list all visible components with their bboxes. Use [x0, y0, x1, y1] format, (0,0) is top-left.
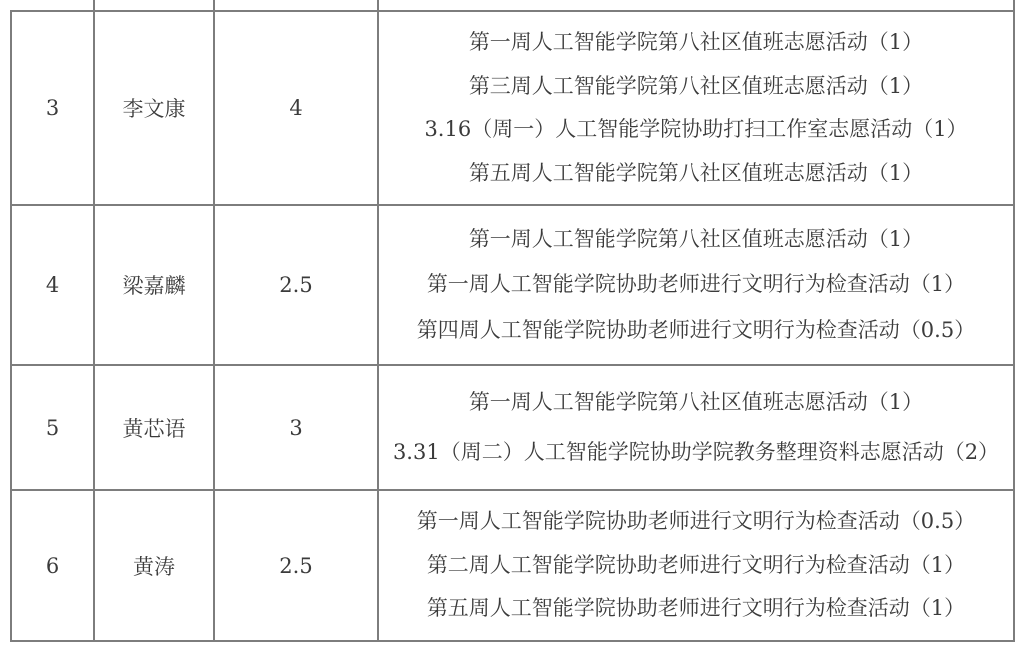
student-name-cell: 黄涛 — [94, 490, 214, 641]
activities-cell — [378, 490, 1014, 641]
activities-list — [379, 207, 1013, 363]
activity-item: 3.31（周二）人工智能学院协助学院教务整理资料志愿活动（2） — [392, 439, 1000, 464]
activity-item: 第一周人工智能学院第八社区值班志愿活动（1） — [468, 30, 924, 55]
activity-item: 第一周人工智能学院第八社区值班志愿活动（1） — [468, 226, 924, 251]
table-row — [11, 490, 1014, 641]
row-number-cell: 5 — [11, 365, 94, 490]
previous-row-remnant — [11, 0, 1014, 11]
row-number-cell: 4 — [11, 205, 94, 365]
activities-list — [379, 492, 1013, 639]
activity-item: 3.16（周一）人工智能学院协助打扫工作室志愿活动（1） — [424, 117, 968, 142]
activity-item: 第四周人工智能学院协助老师进行文明行为检查活动（0.5） — [416, 318, 976, 343]
activity-item: 第一周人工智能学院第八社区值班志愿活动（1） — [468, 390, 924, 415]
remnant-cell — [94, 0, 214, 11]
table-row — [11, 205, 1014, 365]
activities-list — [379, 13, 1013, 203]
activities-cell — [378, 205, 1014, 365]
total-hours-cell: 3 — [214, 365, 378, 490]
volunteer-hours-table — [10, 0, 1015, 642]
row-number-cell: 6 — [11, 490, 94, 641]
student-name-cell: 黄芯语 — [94, 365, 214, 490]
activities-cell — [378, 365, 1014, 490]
activity-item: 第一周人工智能学院协助老师进行文明行为检查活动（1） — [426, 272, 966, 297]
student-name-cell: 李文康 — [94, 11, 214, 205]
row-number-cell: 3 — [11, 11, 94, 205]
total-hours-cell: 2.5 — [214, 490, 378, 641]
activities-cell — [378, 11, 1014, 205]
activity-item: 第一周人工智能学院协助老师进行文明行为检查活动（0.5） — [416, 509, 976, 534]
total-hours-cell: 4 — [214, 11, 378, 205]
student-name-cell: 梁嘉麟 — [94, 205, 214, 365]
activities-list — [379, 367, 1013, 488]
activity-item: 第三周人工智能学院第八社区值班志愿活动（1） — [468, 73, 924, 98]
table-row — [11, 11, 1014, 205]
activity-item: 第五周人工智能学院协助老师进行文明行为检查活动（1） — [426, 596, 966, 621]
remnant-cell — [11, 0, 94, 11]
remnant-cell — [378, 0, 1014, 11]
table-row — [11, 365, 1014, 490]
activity-item: 第二周人工智能学院协助老师进行文明行为检查活动（1） — [426, 552, 966, 577]
total-hours-cell: 2.5 — [214, 205, 378, 365]
activity-item: 第五周人工智能学院第八社区值班志愿活动（1） — [468, 160, 924, 185]
table-body — [11, 0, 1014, 641]
remnant-cell — [214, 0, 378, 11]
